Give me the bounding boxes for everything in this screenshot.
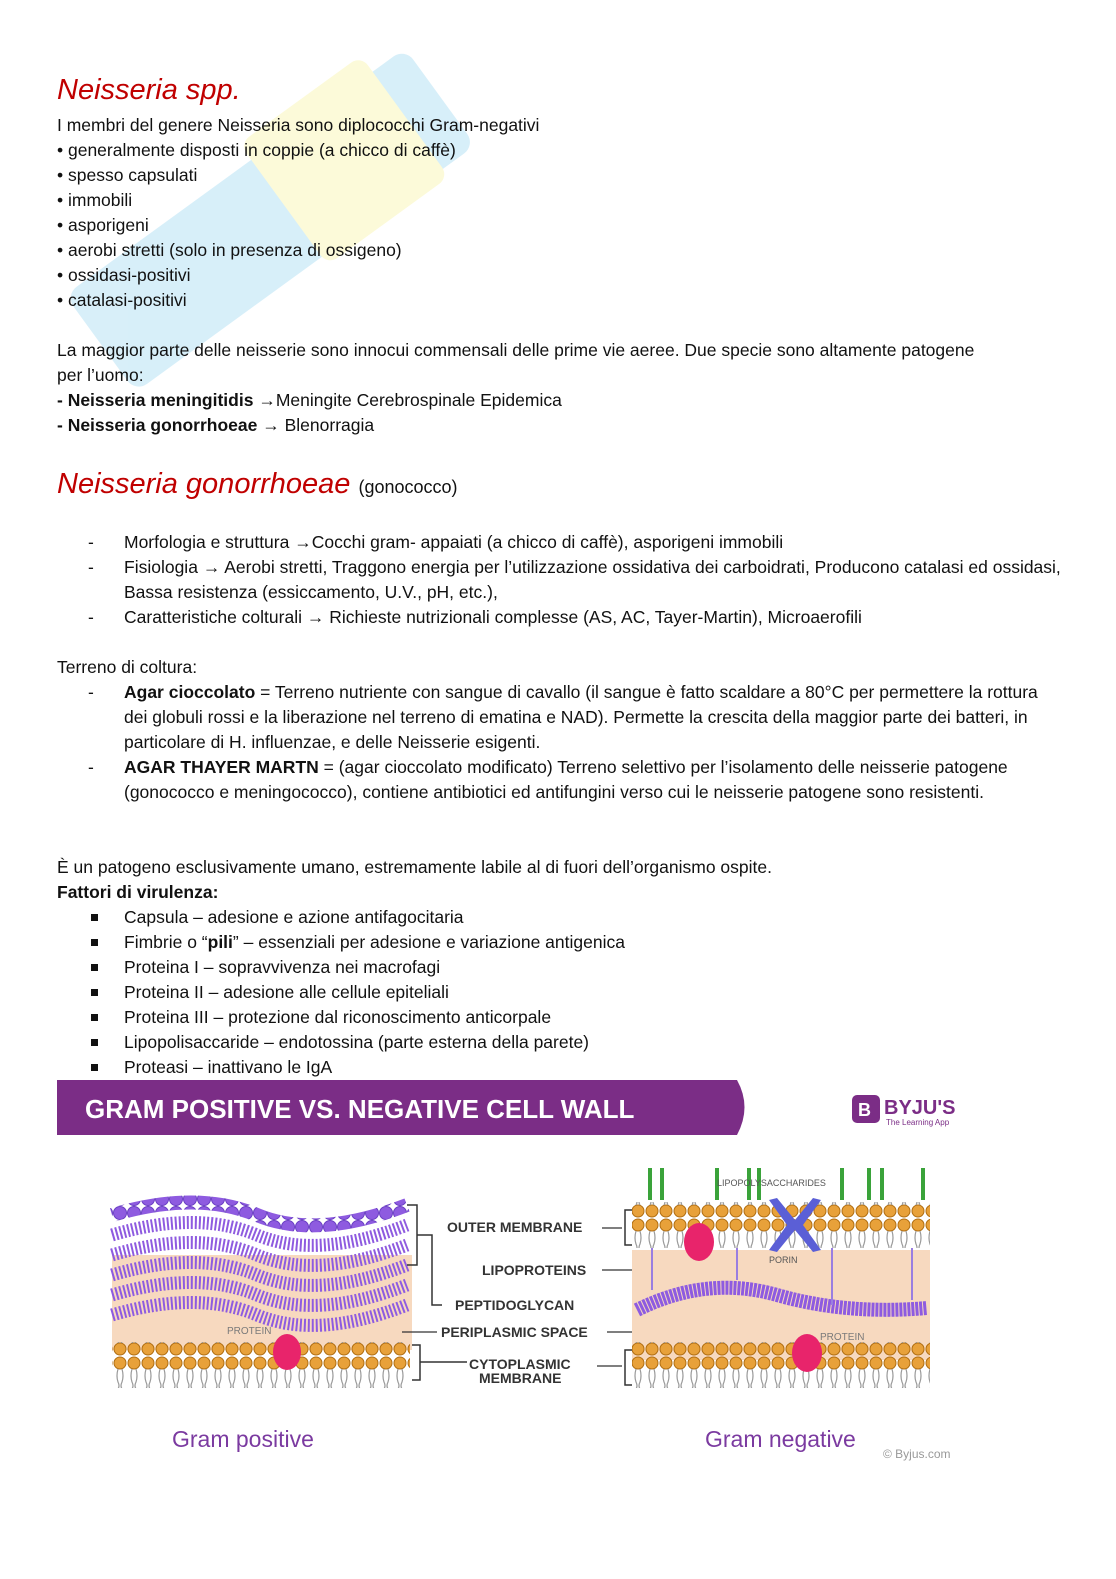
protein-outer (684, 1223, 714, 1261)
arrow-icon: → (258, 390, 276, 410)
bullet-item: • immobili (57, 190, 133, 210)
paragraph-line: per l’uomo: (57, 365, 144, 385)
section-subtitle: (gonococco) (358, 477, 458, 497)
cell-wall-figure (57, 1080, 977, 1480)
label-cytoplasmic: CYTOPLASMIC (469, 1356, 571, 1372)
culture-title: Terreno di coltura: (57, 657, 198, 677)
paragraph-line: La maggior parte delle neisserie sono innocui commensali delle prime vie aeree. Due specie sono altamente patogene (57, 340, 975, 360)
label-membrane: MEMBRANE (479, 1370, 562, 1386)
arrow-icon: → (262, 415, 280, 435)
svg-text:B: B (858, 1100, 871, 1120)
caption-gram-negative: Gram negative (705, 1426, 856, 1452)
protein-left (273, 1334, 301, 1370)
label-outer-membrane: OUTER MEMBRANE (447, 1219, 583, 1235)
bullet-item: • catalasi-positivi (57, 290, 187, 310)
caption-gram-positive: Gram positive (172, 1426, 314, 1452)
bullet-item: • asporigeni (57, 215, 149, 235)
label-lipoproteins: LIPOPROTEINS (482, 1262, 587, 1278)
svg-text:PROTEIN: PROTEIN (820, 1332, 865, 1343)
section-title-neisseria: Neisseria spp. (57, 74, 241, 106)
protein-right (792, 1334, 822, 1372)
species-gonorrhoeae: - Neisseria gonorrhoeae → Blenorragia (57, 415, 375, 435)
cytoplasmic-membrane-right (632, 1342, 930, 1388)
bullet-item: • generalmente disposti in coppie (a chicco di caffè) (57, 140, 456, 160)
species-meningitidis: - Neisseria meningitidis →Meningite Cerebrospinale Epidemica (57, 390, 562, 410)
svg-text:LIPOPOLYSACCHARIDES: LIPOPOLYSACCHARIDES (717, 1178, 826, 1188)
cytoplasmic-membrane-left (112, 1342, 410, 1388)
credit-text: © Byjus.com (883, 1447, 951, 1461)
document-page: Neisseria spp. I membri del genere Neisseria sono diplococchi Gram-negativi • generalmente disposti in coppie (a chicco di caffè) • spesso capsulati • immobili • asporigeni • aerobi stretti (solo in presenza di ossigeno) • ossidasi-positivi • catalasi-positivi La maggior parte delle neisserie sono innocui commensali delle prime vie aeree. Due specie sono altamente patogene per l’uomo: - Neisseria meningitidis →Meningite Cerebrospinale Epidemica - Neisseria gonorrhoeae → Blenorragia Neisseria gonorrhoeae (gonococco) - Morfologia e struttura →Cocchi gram- appaiati (a chicco di caffè), asporigeni immobili - Fisiologia → Aerobi stretti, Traggono energia per l’utilizzazione ossidativa dei carboidrati, Producono catalasi ed ossidasi, Bassa resistenza (essiccamento, U.V., pH, etc.), - Caratteristiche colturali → Richieste nutrizionali complesse (AS, AC, Tayer-Martin), Microaerofili Terreno di coltura: - Agar cioccolato = Terreno nutriente con sangue di cavallo (il sangue è fatto scaldare a 80°C per permettere la rottura dei globuli rossi e la liberazione nel terreno di ematina e NAD). Permette la crescita della maggior parte dei batteri, in particolare di H. influenzae, e delle Neisserie esigenti. - AGAR THAYER MARTN = (agar cioccolato modificato) Terreno selettivo per l’isolamento delle neisserie patogene (gonococco e meningococco), contiene antibiotici ed antifungini verso cui le neisserie patogene sono resistenti. È un patogeno esclusivamente umano, estremamente labile al di fuori dell’organismo ospite. Fattori di virulenza: Capsula – adesione e azione antifagocitaria Fimbrie o “pili” – essenziali per adesione e variazione antigenica Proteina I – sopravvivenza nei macrofagi Proteina II – adesione alle cellule epiteliali Proteina III – protezione dal riconoscimento anticorpale Lipopolisaccaride – endotossina (parte esterna della parete) Proteasi – inattivano le IgA GRAM POSITIVE VS. NEGATIVE CELL WALL B BYJU'S The Learning App PROTEIN OUTER MEMBRANE LIPOPROTEINS PEPTIDOGLYCAN PERIPLASMIC SPACE CYTOPLASMIC MEMBRANE PORIN PROTEIN LIPOPOLYSACCHARIDES Gram positive Gram negative © Byjus.com (0, 0, 1116, 1579)
intro-text: I membri del genere Neisseria sono diplococchi Gram-negativi (57, 115, 540, 135)
svg-text:PROTEIN: PROTEIN (227, 1326, 272, 1337)
brand-name: BYJU'S (884, 1097, 956, 1119)
arrow-icon: → (202, 557, 221, 577)
label-periplasmic: PERIPLASMIC SPACE (441, 1324, 588, 1340)
arrow-icon: → (306, 607, 325, 627)
banner-title: GRAM POSITIVE VS. NEGATIVE CELL WALL (85, 1094, 635, 1124)
arrow-icon: → (294, 532, 312, 552)
virulence-title: Fattori di virulenza: (57, 882, 219, 902)
bullet-item: • aerobi stretti (solo in presenza di ossigeno) (57, 240, 402, 260)
brand-tagline: The Learning App (886, 1118, 950, 1127)
bullet-item: • spesso capsulati (57, 165, 198, 185)
section-title-gonorrhoeae: Neisseria gonorrhoeae (gonococco) (57, 468, 458, 500)
pathogen-text: È un patogeno esclusivamente umano, estremamente labile al di fuori dell’organismo ospite. (57, 857, 772, 877)
label-peptidoglycan: PEPTIDOGLYCAN (455, 1297, 575, 1313)
svg-text:PORIN: PORIN (769, 1255, 798, 1265)
bullet-item: • ossidasi-positivi (57, 265, 191, 285)
